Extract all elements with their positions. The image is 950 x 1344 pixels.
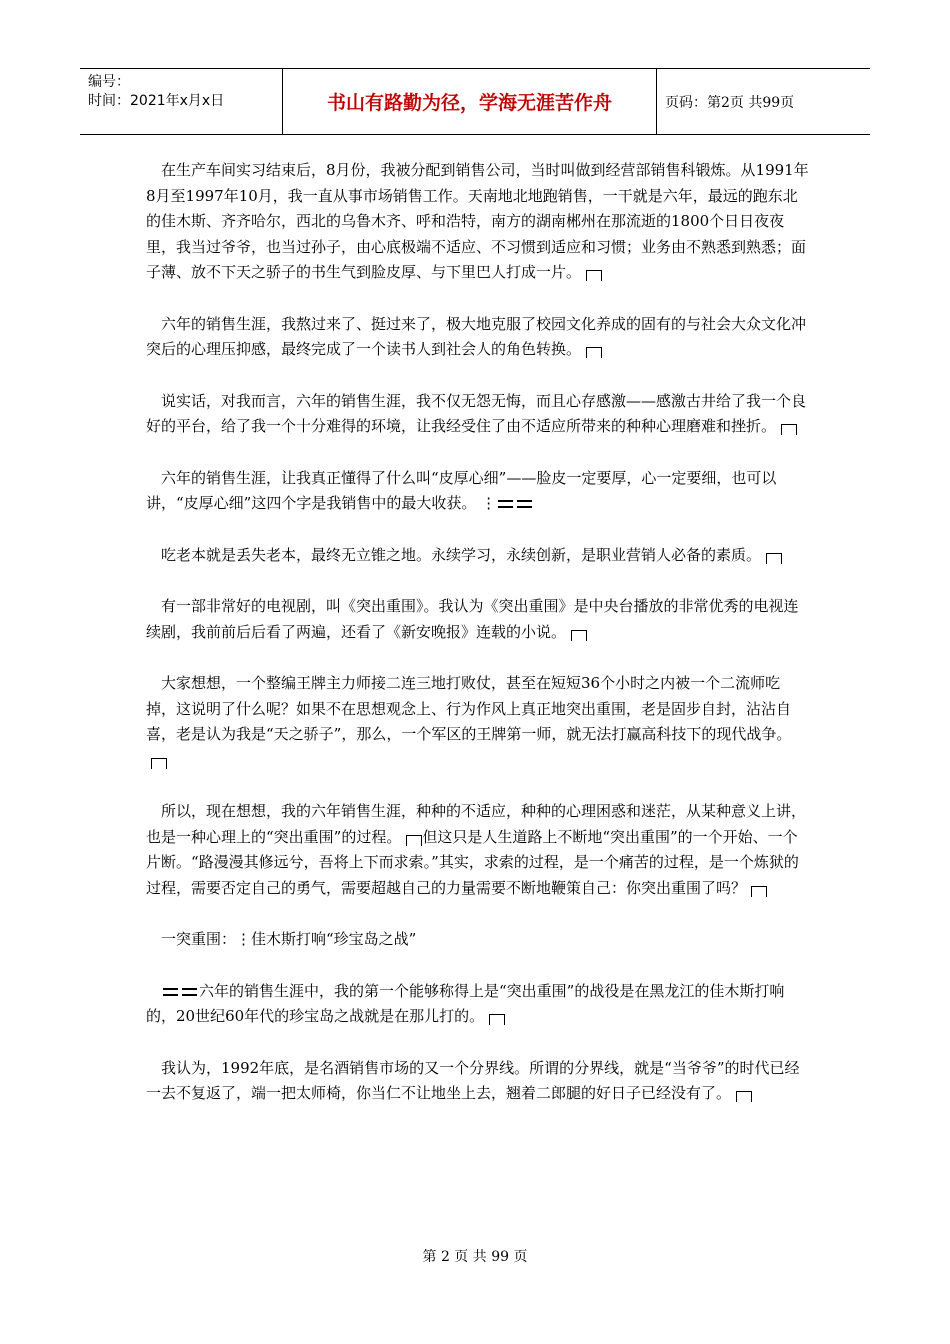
paragraph-text: 说实话，对我而言，六年的销售生涯，我不仅无怨无悔，而且心存感激——感激古井给了我一个良好的平台，给了我一个十分难得的环境，让我经受住了由不适应所带来的种种心理磨难和挫折。: [146, 391, 807, 435]
paragraph: [146, 389, 810, 440]
header-motto-cell: [283, 69, 657, 134]
paragraph-text: 但这只是人生道路上不断地“突出重围”的一个开始、一个片断。“路漫漫其修远兮，吾将上下而求索。”其实，求索的过程，是一个痛苦的过程，是一个炼狱的过程，需要否定自己的勇气，需要超越自己的力量需要不断地鞭策自己：你突出重围了吗？: [146, 827, 799, 897]
paragraph-mark-icon: [586, 270, 602, 281]
colon-mark: ⋮: [476, 494, 497, 512]
double-bar-icon: [163, 988, 178, 996]
header-table: [80, 68, 870, 135]
date-text: 时间：2021年x月x日: [88, 93, 225, 109]
paragraph-mark-icon: [406, 835, 422, 846]
paragraph-text: 所以，现在想想，我的六年销售生涯，种种的不适应，种种的心理困惑和迷茫，从某种意义上讲，也是一种心理上的“突出重围”的过程。: [146, 802, 807, 846]
header-page-number: 页码：第2页 共99页: [665, 94, 795, 111]
paragraph-text: 我认为，1992年底，是名酒销售市场的又一个分界线。所谓的分界线，就是“当爷爷”的时代已经一去不复返了，端一把太师椅，你当仁不让地坐上去，翘着二郎腿的好日子已经没有了。: [146, 1058, 800, 1102]
paragraph-text: 六年的销售生涯中，我的第一个能够称得上是“突出重围”的战役是在黑龙江的佳木斯打响的，20世纪60年代的珍宝岛之战就是在那儿打的。: [146, 981, 785, 1025]
page-footer: [0, 1246, 950, 1266]
header-page-cell: [657, 69, 870, 134]
paragraph-text: 大家想想，一个整编王牌主力师接二连三地打败仗，甚至在短短36个小时之内被一个二流师吃掉，这说明了什么呢？如果不在思想观念上、行为作风上真正地突出重围，老是固步自封，沾沾自喜，老是认为我是“天之骄子”，那么，一个军区的王牌第一师，就无法打赢高科技下的现代战争。: [146, 674, 792, 743]
paragraph-text: 吃老本就是丢失老本，最终无立锥之地。永续学习，永续创新，是职业营销人必备的素质。: [161, 545, 762, 564]
paragraph-text: 六年的销售生涯，让我真正懂得了什么叫“皮厚心细”——脸皮一定要厚，心一定要细，也可以讲，“皮厚心细”这四个字是我销售中的最大收获。: [146, 468, 777, 512]
paragraph-text: 六年的销售生涯，我熬过来了、挺过来了，极大地克服了校园文化养成的固有的与社会大众文化冲突后的心理压抑感，最终完成了一个读书人到社会人的角色转换。: [146, 314, 807, 358]
double-bar-icon: [182, 988, 197, 996]
paragraph-text: 有一部非常好的电视剧，叫《突出重围》。我认为《突出重围》是中央台播放的非常优秀的电视连续剧，我前前后后看了两遍，还看了《新安晚报》连载的小说。: [146, 597, 799, 641]
paragraph-mark-icon: [151, 758, 167, 769]
paragraph-mark-icon: [781, 424, 797, 435]
paragraph: [146, 466, 810, 517]
paragraph-mark-icon: [571, 630, 587, 641]
paragraph-text: 在生产车间实习结束后，8月份，我被分配到销售公司，当时叫做到经营部销售科锻炼。从1991年8月至1997年10月，我一直从事市场销售工作。天南地北地跑销售，一干就是六年，最远的跑东北的佳木斯、齐齐哈尔，西北的乌鲁木齐、呼和浩特，南方的湖南郴州在那流逝的1800个日日夜夜里，我当过爷爷，也当过孙子，由心底极端不适应、不习惯到适应和习惯；业务由不熟悉到熟悉；面子薄、放不下天之骄子的书生气到脸皮厚、与下里巴人打成一片。: [146, 161, 809, 281]
document-body: [146, 158, 810, 1133]
paragraph: [146, 671, 810, 773]
paragraph: [146, 312, 810, 363]
motto: 书山有路勤为径，学海无涯苦作舟: [326, 92, 612, 114]
paragraph-mark-icon: [586, 347, 602, 358]
paragraph: [146, 979, 810, 1030]
paragraph: [146, 158, 810, 286]
colon-mark: ⋮: [236, 930, 252, 948]
paragraph-mark-icon: [751, 886, 767, 897]
header-left-cell: [80, 69, 283, 134]
paragraph-mark-icon: [489, 1014, 505, 1025]
paragraph-mark-icon: [736, 1091, 752, 1102]
heading-text: 佳木斯打响“珍宝岛之战”: [251, 930, 417, 948]
heading-prefix: 一突重围：: [161, 930, 237, 948]
paragraph: [146, 594, 810, 645]
paragraph-mark-icon: [766, 553, 782, 564]
double-bar-icon: [517, 500, 532, 508]
footer-page-number: 第 2 页 共 99 页: [422, 1249, 528, 1265]
double-bar-icon: [498, 500, 513, 508]
paragraph: [146, 1056, 810, 1107]
paragraph: [146, 543, 810, 569]
serial-label: 编号：: [88, 74, 130, 90]
section-heading: [146, 927, 810, 953]
paragraph: [146, 799, 810, 901]
